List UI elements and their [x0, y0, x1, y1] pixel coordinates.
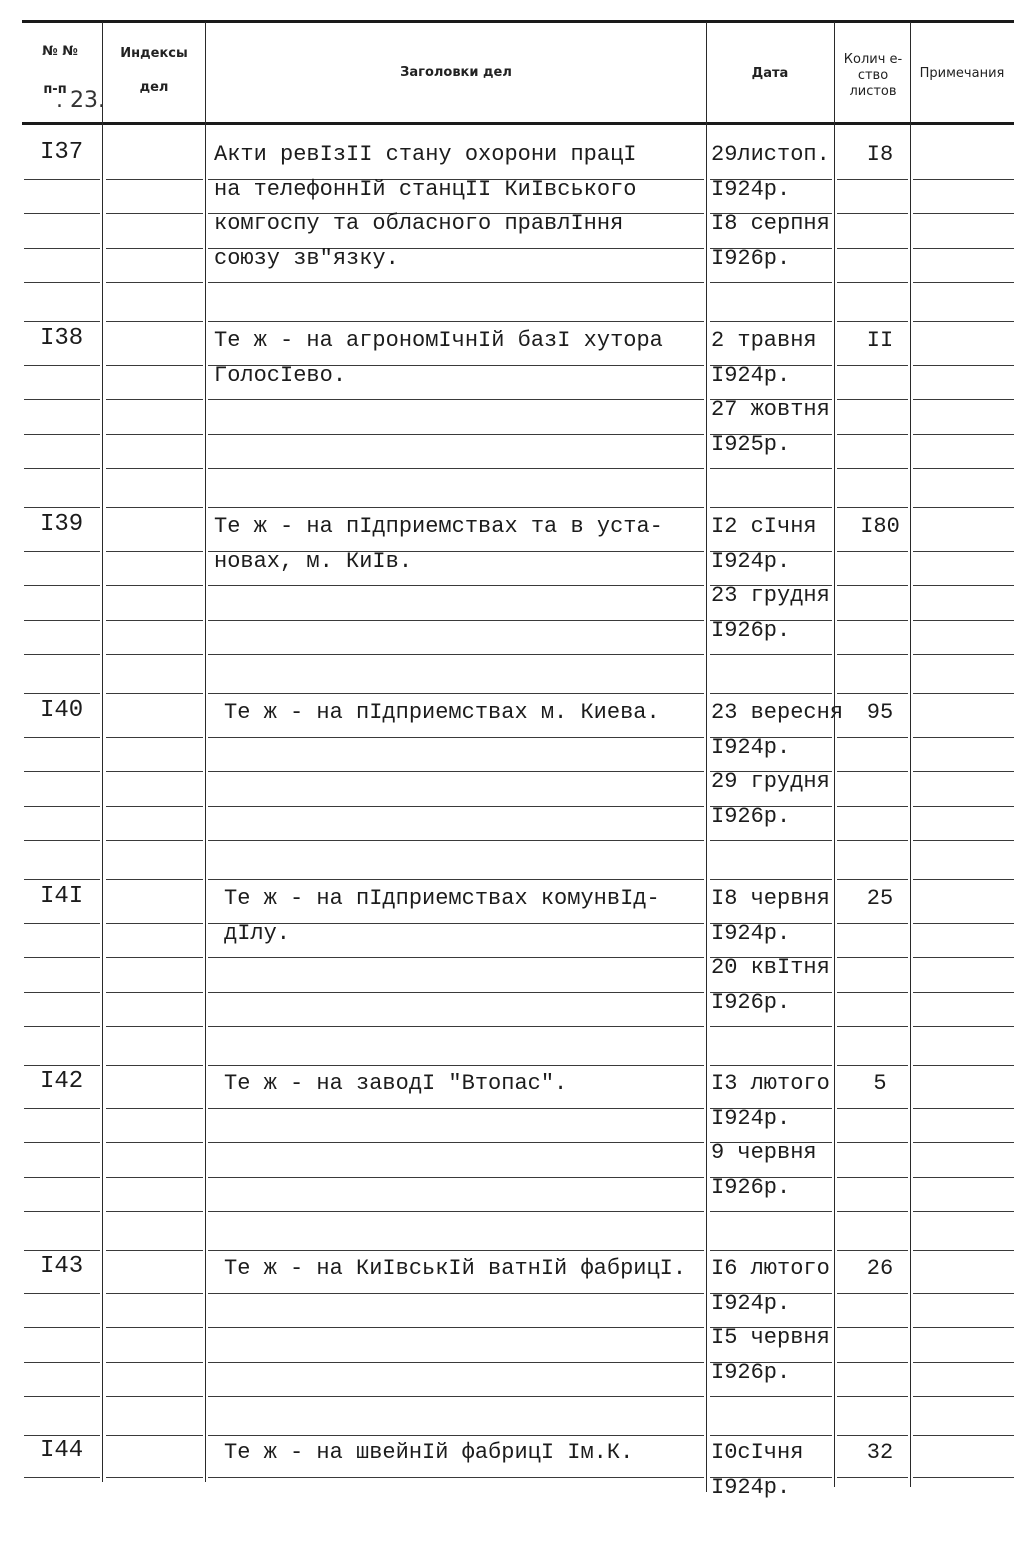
ruled-line	[106, 1435, 203, 1436]
ruled-line	[913, 1327, 1014, 1328]
record-title-line: комгоспу та обласного правлIння	[214, 211, 624, 236]
ruled-line	[24, 213, 100, 214]
ruled-line	[913, 1250, 1014, 1251]
record-number: I43	[40, 1253, 84, 1280]
ruled-line	[106, 620, 203, 621]
record-title-line: ГолосIево.	[214, 362, 347, 388]
header-index-label: Индексы	[120, 46, 188, 61]
ruled-line	[710, 468, 832, 469]
ruled-line	[710, 1396, 832, 1397]
record-sheet-count: 32	[866, 1440, 894, 1465]
ruled-line	[208, 1065, 704, 1066]
ruled-line	[208, 840, 704, 841]
ruled-line	[837, 957, 908, 958]
column-rule	[706, 22, 707, 1492]
ruled-line	[24, 1435, 100, 1436]
column-rule	[102, 22, 103, 1482]
ruled-line	[913, 992, 1014, 993]
record-title-line: Те ж - на пIдприемствах та в уста-	[214, 514, 663, 539]
ruled-line	[24, 365, 100, 366]
ruled-line	[913, 282, 1014, 283]
ruled-line	[106, 434, 203, 435]
table-top-border	[22, 20, 1014, 23]
ruled-line	[837, 1327, 908, 1328]
ruled-line	[837, 1293, 908, 1294]
ruled-line	[913, 1293, 1014, 1294]
ruled-line	[106, 1211, 203, 1212]
record-date-line: I924р.	[711, 920, 791, 946]
ruled-line	[837, 1177, 908, 1178]
ruled-line	[24, 399, 100, 400]
record-date-line: I926р.	[711, 1359, 791, 1385]
ruled-line	[913, 399, 1014, 400]
ruled-line	[837, 1362, 908, 1363]
ruled-line	[913, 1362, 1014, 1363]
ruled-line	[837, 771, 908, 772]
record-number: I38	[40, 325, 84, 352]
record-title-line: новах, м. КиIв.	[214, 548, 413, 574]
record-date-line: I926р.	[711, 245, 791, 271]
record-date-line: I926р.	[711, 1174, 791, 1200]
ruled-line	[24, 282, 100, 283]
ruled-line	[710, 1435, 832, 1436]
ruled-line	[24, 654, 100, 655]
ruled-line	[913, 551, 1014, 552]
record-date-line: 23 грудня	[711, 583, 830, 608]
ruled-line	[106, 806, 203, 807]
ruled-line	[208, 1477, 704, 1478]
ruled-line	[208, 879, 704, 880]
page-number: . 23.	[56, 88, 105, 113]
ruled-line	[24, 1327, 100, 1328]
record-date-line: I8 червня	[711, 886, 830, 911]
ruled-line	[913, 654, 1014, 655]
ruled-line	[837, 213, 908, 214]
record-title-line: Те ж - на швейнIй фабрицI Iм.К.	[224, 1440, 634, 1465]
record-title-line: Акти ревIзII стану охорони працI	[214, 142, 637, 167]
ruled-line	[106, 957, 203, 958]
ruled-line	[208, 1362, 704, 1363]
record-sheet-count: 5	[873, 1071, 887, 1096]
ruled-line	[710, 321, 832, 322]
record-sheet-count: I8	[866, 142, 894, 167]
record-date-line: I924р.	[711, 1474, 791, 1500]
ruled-line	[913, 1435, 1014, 1436]
ruled-line	[913, 923, 1014, 924]
ruled-line	[106, 507, 203, 508]
record-date-line: I6 лютого	[711, 1256, 830, 1281]
ruled-line	[913, 1142, 1014, 1143]
record-number: I39	[40, 511, 84, 538]
ruled-line	[837, 1142, 908, 1143]
record-date-line: 29 грудня	[711, 769, 830, 794]
ruled-line	[710, 1065, 832, 1066]
record-date-line: I924р.	[711, 734, 791, 760]
ruled-line	[913, 248, 1014, 249]
ruled-line	[106, 1142, 203, 1143]
ruled-line	[710, 1026, 832, 1027]
ruled-line	[208, 1211, 704, 1212]
record-date-line: I924р.	[711, 1290, 791, 1316]
ruled-line	[913, 213, 1014, 214]
ruled-line	[208, 771, 704, 772]
ruled-line	[837, 879, 908, 880]
ruled-line	[710, 507, 832, 508]
record-date-line: 9 червня	[711, 1140, 817, 1165]
record-title-line: Те ж - на агрономIчнIй базI хутора	[214, 328, 663, 353]
header-bottom-border	[22, 122, 1014, 125]
ruled-line	[913, 434, 1014, 435]
record-date-line: 29листоп.	[711, 142, 830, 167]
header-count-line: ство	[857, 68, 889, 83]
ruled-line	[208, 507, 704, 508]
record-date-line: I926р.	[711, 803, 791, 829]
ruled-line	[106, 654, 203, 655]
ruled-line	[837, 737, 908, 738]
ruled-line	[913, 1026, 1014, 1027]
ruled-line	[913, 585, 1014, 586]
ruled-line	[24, 1396, 100, 1397]
ruled-line	[837, 1477, 908, 1478]
ruled-line	[837, 1108, 908, 1109]
ruled-line	[837, 1250, 908, 1251]
ruled-line	[913, 365, 1014, 366]
ruled-line	[837, 923, 908, 924]
record-sheet-count: II	[866, 328, 894, 353]
ruled-line	[913, 771, 1014, 772]
ruled-line	[208, 282, 704, 283]
ruled-line	[837, 1211, 908, 1212]
header-title-label: Заголовки дел	[400, 65, 512, 80]
ruled-line	[208, 1250, 704, 1251]
ruled-line	[208, 1327, 704, 1328]
ruled-line	[837, 1026, 908, 1027]
record-sheet-count: I80	[860, 514, 900, 539]
ruled-line	[913, 1396, 1014, 1397]
ruled-line	[913, 879, 1014, 880]
ruled-line	[24, 1108, 100, 1109]
ruled-line	[106, 468, 203, 469]
ruled-line	[208, 1142, 704, 1143]
header-count-line: листов	[849, 84, 897, 99]
ruled-line	[208, 992, 704, 993]
ruled-line	[24, 1026, 100, 1027]
ruled-line	[208, 399, 704, 400]
ruled-line	[913, 179, 1014, 180]
ruled-line	[106, 992, 203, 993]
ruled-line	[24, 879, 100, 880]
ruled-line	[913, 737, 1014, 738]
ruled-line	[24, 771, 100, 772]
ruled-line	[913, 468, 1014, 469]
ruled-line	[106, 585, 203, 586]
ruled-line	[208, 693, 704, 694]
ruled-line	[208, 806, 704, 807]
ruled-line	[837, 693, 908, 694]
ruled-line	[837, 654, 908, 655]
record-title-line: Те ж - на пIдприемствах м. Киева.	[224, 700, 660, 725]
ruled-line	[913, 507, 1014, 508]
header-index-sub: дел	[139, 80, 169, 95]
record-date-line: I925р.	[711, 431, 791, 457]
ruled-line	[24, 434, 100, 435]
ruled-line	[208, 321, 704, 322]
ruled-line	[106, 1327, 203, 1328]
ruled-line	[208, 957, 704, 958]
ruled-line	[837, 1065, 908, 1066]
ruled-line	[837, 365, 908, 366]
ruled-line	[24, 923, 100, 924]
ruled-line	[106, 179, 203, 180]
ruled-line	[106, 213, 203, 214]
ruled-line	[24, 806, 100, 807]
ruled-line	[24, 551, 100, 552]
header-count-label	[834, 52, 912, 100]
ruled-line	[208, 1026, 704, 1027]
ruled-line	[837, 399, 908, 400]
ruled-line	[837, 1435, 908, 1436]
record-date-line: I924р.	[711, 362, 791, 388]
ruled-line	[106, 365, 203, 366]
record-date-line: 27 жовтня	[711, 397, 830, 422]
ruled-line	[710, 840, 832, 841]
ruled-line	[106, 1108, 203, 1109]
ruled-line	[24, 737, 100, 738]
ruled-line	[24, 248, 100, 249]
ruled-line	[24, 179, 100, 180]
column-rule	[834, 22, 835, 1487]
ruled-line	[106, 321, 203, 322]
ruled-line	[106, 1026, 203, 1027]
record-number: I37	[40, 139, 84, 166]
record-sheet-count: 95	[866, 700, 894, 725]
ruled-line	[106, 771, 203, 772]
ruled-line	[24, 1142, 100, 1143]
column-rule	[205, 22, 206, 1482]
ruled-line	[24, 1362, 100, 1363]
record-number: I44	[40, 1437, 84, 1464]
ruled-line	[106, 840, 203, 841]
record-date-line: I926р.	[711, 989, 791, 1015]
ruled-line	[208, 1435, 704, 1436]
column-rule	[910, 22, 911, 1487]
record-date-line: 23 вересня	[711, 700, 844, 725]
ruled-line	[208, 1177, 704, 1178]
ruled-line	[24, 1177, 100, 1178]
ruled-line	[24, 992, 100, 993]
ruled-line	[710, 879, 832, 880]
record-number: I40	[40, 697, 84, 724]
ruled-line	[710, 1250, 832, 1251]
ruled-line	[24, 507, 100, 508]
ruled-line	[106, 1396, 203, 1397]
record-sheet-count: 25	[866, 886, 894, 911]
ruled-line	[837, 282, 908, 283]
ruled-line	[837, 321, 908, 322]
ruled-line	[913, 1177, 1014, 1178]
ruled-line	[710, 282, 832, 283]
ruled-line	[24, 468, 100, 469]
header-notes-label: Примечания	[919, 66, 1005, 81]
ruled-line	[24, 693, 100, 694]
ruled-line	[106, 282, 203, 283]
ruled-line	[913, 321, 1014, 322]
ruled-line	[106, 1477, 203, 1478]
ruled-line	[837, 248, 908, 249]
ruled-line	[24, 1065, 100, 1066]
ruled-line	[837, 507, 908, 508]
ruled-line	[106, 248, 203, 249]
ruled-line	[208, 468, 704, 469]
record-sheet-count: 26	[866, 1256, 894, 1281]
ruled-line	[24, 321, 100, 322]
ruled-line	[913, 957, 1014, 958]
ruled-line	[837, 992, 908, 993]
ruled-line	[710, 693, 832, 694]
record-title-line: Те ж - на пIдприемствах комунвIд-	[224, 886, 660, 911]
ruled-line	[106, 551, 203, 552]
ruled-line	[208, 1293, 704, 1294]
record-date-line: I924р.	[711, 176, 791, 202]
record-date-line: 2 травня	[711, 328, 817, 353]
ruled-line	[106, 399, 203, 400]
ruled-line	[24, 620, 100, 621]
ruled-line	[208, 434, 704, 435]
record-date-line: I0сIчня	[711, 1440, 804, 1465]
record-date-line: I2 сIчня	[711, 514, 817, 539]
ruled-line	[24, 957, 100, 958]
ruled-line	[710, 1211, 832, 1212]
ruled-line	[106, 1250, 203, 1251]
ruled-line	[837, 179, 908, 180]
ruled-line	[710, 654, 832, 655]
record-date-line: I3 лютого	[711, 1071, 830, 1096]
ruled-line	[913, 620, 1014, 621]
ruled-line	[24, 1211, 100, 1212]
ruled-line	[208, 585, 704, 586]
ruled-line	[106, 879, 203, 880]
ruled-line	[208, 1396, 704, 1397]
record-number: I42	[40, 1068, 84, 1095]
record-title-line: Те ж - на КиIвськIй ватнIй фабрицI.	[224, 1256, 687, 1281]
header-count-line: Колич е-	[843, 52, 903, 67]
ruled-line	[913, 1211, 1014, 1212]
ruled-line	[24, 1250, 100, 1251]
record-number: I4I	[40, 883, 84, 910]
ruled-line	[208, 1108, 704, 1109]
ruled-line	[106, 1293, 203, 1294]
ruled-line	[837, 551, 908, 552]
header-number-sub: п-п	[43, 82, 67, 97]
header-number-label: № №	[42, 44, 78, 59]
ruled-line	[837, 585, 908, 586]
ruled-line	[106, 693, 203, 694]
ruled-line	[913, 1477, 1014, 1478]
ruled-line	[913, 1108, 1014, 1109]
ruled-line	[837, 806, 908, 807]
record-date-line: I5 червня	[711, 1325, 830, 1350]
record-title-line: Те ж - на заводI "Втопас".	[224, 1071, 568, 1096]
ruled-line	[913, 806, 1014, 807]
ruled-line	[208, 620, 704, 621]
ruled-line	[106, 737, 203, 738]
record-title-line: на телефоннIй станцII КиIвського	[214, 176, 637, 202]
record-date-line: I924р.	[711, 548, 791, 574]
ruled-line	[208, 654, 704, 655]
ruled-line	[837, 620, 908, 621]
ruled-line	[913, 693, 1014, 694]
record-date-line: I926р.	[711, 617, 791, 643]
record-title-line: союзу зв"язку.	[214, 245, 399, 271]
ruled-line	[106, 923, 203, 924]
ruled-line	[106, 1362, 203, 1363]
ruled-line	[913, 840, 1014, 841]
ruled-line	[837, 468, 908, 469]
record-date-line: I924р.	[711, 1105, 791, 1131]
ruled-line	[106, 1177, 203, 1178]
ruled-line	[837, 840, 908, 841]
record-title-line: дIлу.	[224, 920, 291, 946]
ruled-line	[24, 1293, 100, 1294]
record-date-line: I8 серпня	[711, 211, 830, 236]
ruled-line	[208, 737, 704, 738]
ruled-line	[913, 1065, 1014, 1066]
ruled-line	[837, 434, 908, 435]
record-date-line: 20 квIтня	[711, 955, 830, 980]
ruled-line	[24, 840, 100, 841]
header-date-label: Дата	[751, 66, 789, 81]
ruled-line	[106, 1065, 203, 1066]
ruled-line	[24, 585, 100, 586]
ruled-line	[837, 1396, 908, 1397]
ruled-line	[24, 1477, 100, 1478]
